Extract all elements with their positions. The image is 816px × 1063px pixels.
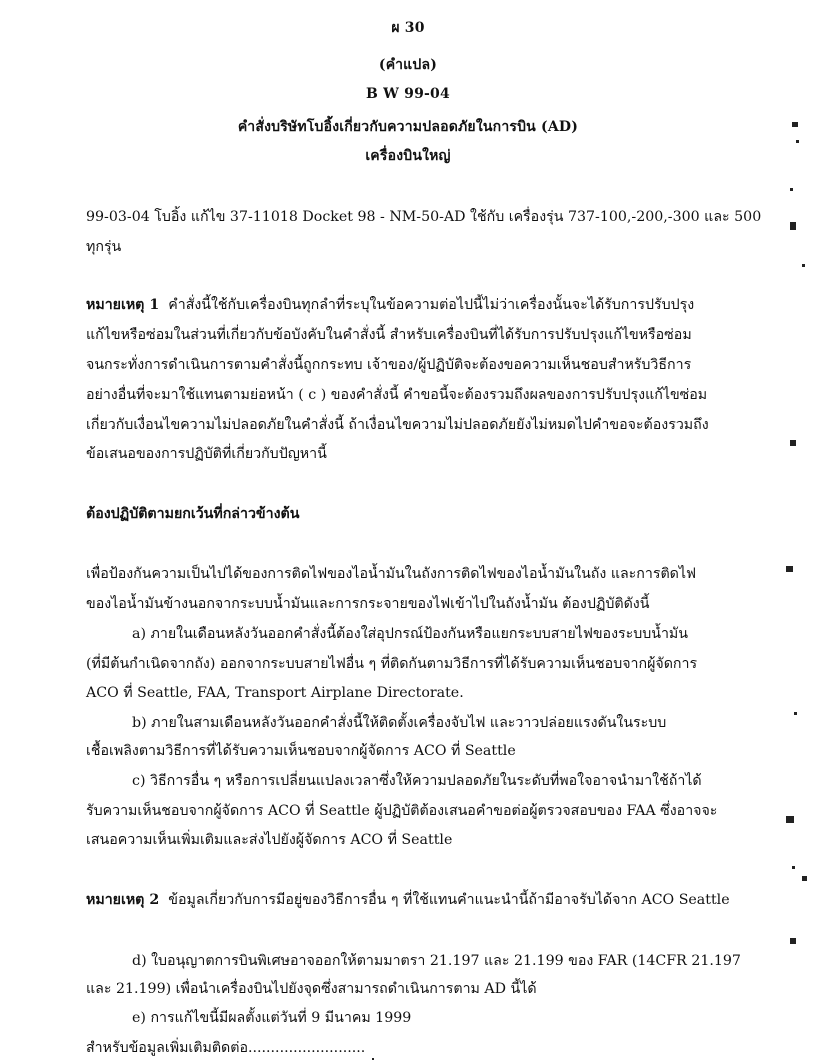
item-a-line-1: a) ภายในเดือนหลังวันออกคำสั่งนี้ต้องใส่อุปกรณ์ป้องกันหรือแยกระบบสายไฟของระบบน้ำมัน	[132, 626, 688, 642]
purpose-line-1: เพื่อป้องกันความเป็นไปได้ของการติดไฟของไอน้ำมันในถังการติดไฟของไอน้ำมันในถัง และการติดไฟ	[86, 566, 697, 582]
note1-line-4: อย่างอื่นที่จะมาใช้แทนตามย่อหน้า ( c ) ของคำสั่งนี้ คำขอนี้จะต้องรวมถึงผลของการปรับปรุงแก้ไขซ่อม	[86, 387, 708, 403]
footer-contact: สำหรับข้อมูลเพิ่มเติมติดต่อ..........................	[86, 1040, 366, 1056]
note1-text: คำสั่งนี้ใช้กับเครื่องบินทุกลำที่ระบุในข้อความต่อไปนี้ไม่ว่าเครื่องนั้นจะได้รับการปรับปรุง	[168, 297, 695, 313]
scan-speck	[802, 264, 805, 267]
item-c-line-3: เสนอความเห็นเพิ่มเติมและส่งไปยังผู้จัดการ ACO ที่ Seattle	[86, 832, 453, 848]
scan-speck	[790, 440, 796, 446]
scan-speck	[790, 222, 796, 230]
item-a-line-2: (ที่มีต้นกำเนิดจากถัง) ออกจากระบบสายไฟอื่น ๆ ที่ติดกันตามวิธีการที่ได้รับความเห็นชอบจากผู้จัดการ	[86, 656, 698, 672]
item-b-line-1: b) ภายในสามเดือนหลังวันออกคำสั่งนี้ให้ติดตั้งเครื่องจับไฟ และวาวปล่อยแรงดันในระบบ	[132, 715, 667, 731]
scan-speck	[790, 188, 793, 191]
item-c-line-2: รับความเห็นชอบจากผู้จัดการ ACO ที่ Seattle ผู้ปฏิบัติต้องเสนอคำขอต่อผู้ตรวจสอบของ FAA ซึ่งอาจจะ	[86, 803, 718, 819]
scan-speck	[372, 1058, 374, 1060]
scan-speck	[802, 876, 807, 881]
note2-label: หมายเหตุ 2	[86, 892, 160, 908]
note2-line	[86, 889, 730, 911]
purpose-line-2: ของไอน้ำมันข้างนอกจากระบบน้ำมันและการกระจายของไฟเข้าไปในถังน้ำมัน ต้องปฏิบัติดังนี้	[86, 596, 650, 612]
document-subtitle: เครื่องบินใหญ่	[365, 148, 451, 164]
document-number: ผ 30	[391, 20, 425, 36]
note2-text: ข้อมูลเกี่ยวกับการมีอยู่ของวิธีการอื่น ๆ ที่ใช้แทนคำแนะนำนี้ถ้ามีอาจรับได้จาก ACO Seattle	[168, 892, 730, 908]
scan-speck	[796, 140, 799, 143]
item-c-line-1: c) วิธีการอื่น ๆ หรือการเปลี่ยนแปลงเวลาซึ่งให้ความปลอดภัยในระดับที่พอใจอาจนำมาใช้ถ้าได้	[132, 773, 702, 789]
translation-label: (คำแปล)	[378, 57, 438, 73]
item-d-line-1: d) ใบอนุญาตการบินพิเศษอาจออกให้ตามมาตรา 21.197 และ 21.199 ของ FAR (14CFR 21.197	[132, 953, 741, 969]
note1-line-3: จนกระทั่งการดำเนินการตามคำสั่งนี้ถูกกระทบ เจ้าของ/ผู้ปฏิบัติจะต้องขอความเห็นชอบสำหรับวิธีการ	[86, 357, 692, 373]
section-heading: ต้องปฏิบัติตามยกเว้นที่กล่าวข้างต้น	[86, 506, 300, 522]
note1-line-2: แก้ไขหรือซ่อมในส่วนที่เกี่ยวกับข้อบังคับในคำสั่งนี้ สำหรับเครื่องบินที่ได้รับการปรับปรุงแก้ไขหรือซ่อม	[86, 327, 692, 343]
intro-line-2: ทุกรุ่น	[86, 239, 122, 255]
scan-speck	[792, 866, 795, 869]
scan-speck	[786, 566, 793, 572]
scan-speck	[792, 122, 798, 127]
ad-number: B W 99-04	[366, 86, 450, 102]
note1-label: หมายเหตุ 1	[86, 297, 160, 313]
scan-speck	[790, 938, 796, 944]
note1-line-1	[86, 294, 726, 316]
item-b-line-2: เชื้อเพลิงตามวิธีการที่ได้รับความเห็นชอบจากผู้จัดการ ACO ที่ Seattle	[86, 743, 516, 759]
scan-speck	[794, 712, 797, 715]
item-d-line-2: และ 21.199) เพื่อนำเครื่องบินไปยังจุดซึ่งสามารถดำเนินการตาม AD นี้ได้	[86, 981, 537, 997]
note1-line-5: เกี่ยวกับเงื่อนไขความไม่ปลอดภัยในคำสั่งนี้ ถ้าเงื่อนไขความไม่ปลอดภัยยังไม่หมดไปคำขอจะต้องรวมถึง	[86, 417, 709, 433]
intro-line-1: 99-03-04 โบอิ้ง แก้ไข 37-11018 Docket 98 - NM-50-AD ใช้กับ เครื่องรุ่น 737-100,-200,-300 และ 500	[86, 209, 762, 225]
scan-speck	[786, 816, 794, 823]
document-title: คำสั่งบริษัทโบอิ้งเกี่ยวกับความปลอดภัยในการบิน (AD)	[237, 119, 579, 135]
item-e-line: e) การแก้ไขนี้มีผลตั้งแต่วันที่ 9 มีนาคม 1999	[132, 1010, 412, 1026]
item-a-line-3: ACO ที่ Seattle, FAA, Transport Airplane Directorate.	[86, 685, 464, 701]
note1-line-6: ข้อเสนอของการปฏิบัติที่เกี่ยวกับปัญหานี้	[86, 446, 327, 462]
